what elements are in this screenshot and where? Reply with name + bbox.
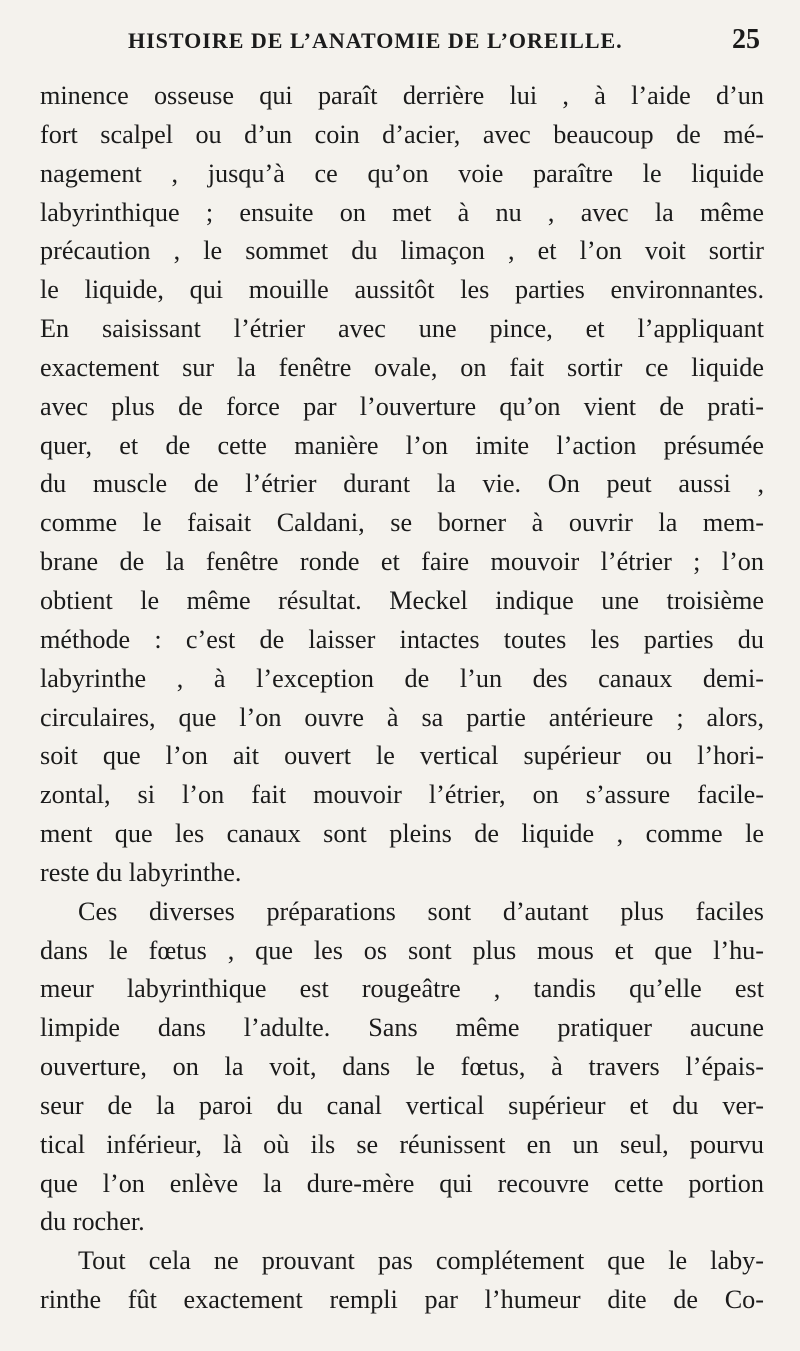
text-line: précaution , le sommet du limaçon , et l’on voit sortir [40, 236, 764, 266]
text-line: brane de la fenêtre ronde et faire mouvoir l’étrier ; l’on [40, 547, 764, 577]
text-line: ment que les canaux sont pleins de liquide , comme le [40, 819, 764, 849]
text-line: tical inférieur, là où ils se réunissent en un seul, pourvu [40, 1129, 764, 1159]
text-line: limpide dans l’adulte. Sans même pratiquer aucune [40, 1013, 764, 1043]
text-line: dans le fœtus , que les os sont plus mous et que l’hu- [40, 935, 764, 965]
text-line: reste du labyrinthe. [40, 857, 242, 887]
text-line: soit que l’on ait ouvert le vertical supérieur ou l’hori- [40, 741, 764, 771]
text-line: labyrinthique ; ensuite on met à nu , avec la même [40, 197, 764, 227]
text-line: avec plus de force par l’ouverture qu’on vient de prati- [40, 391, 764, 421]
running-title: HISTOIRE DE L’ANATOMIE DE L’OREILLE. [128, 28, 623, 53]
text-line: seur de la paroi du canal vertical supérieur et du ver- [40, 1090, 764, 1120]
text-line: obtient le même résultat. Meckel indique une troisième [40, 585, 764, 615]
text-line: le liquide, qui mouille aussitôt les parties environnantes. [40, 275, 764, 305]
text-line: du rocher. [40, 1207, 145, 1237]
text-line: circulaires, que l’on ouvre à sa partie antérieure ; alors, [40, 702, 764, 732]
text-line: ouverture, on la voit, dans le fœtus, à travers l’épais- [40, 1052, 764, 1082]
text-line: exactement sur la fenêtre ovale, on fait sortir ce liquide [40, 352, 764, 382]
text-line: En saisissant l’étrier avec une pince, et l’appliquant [40, 314, 764, 344]
text-line: du muscle de l’étrier durant la vie. On peut aussi , [40, 469, 764, 499]
paragraph-start-line: Ces diverses préparations sont d’autant plus faciles [78, 896, 764, 926]
text-line: quer, et de cette manière l’on imite l’action présumée [40, 430, 764, 460]
paragraph-start-line: Tout cela ne prouvant pas complétement que le laby- [78, 1246, 764, 1276]
page-number: 25 [732, 24, 760, 55]
text-line: fort scalpel ou d’un coin d’acier, avec beaucoup de mé- [40, 119, 764, 149]
body-text [40, 77, 764, 1320]
text-line: méthode : c’est de laisser intactes toutes les parties du [40, 624, 764, 654]
text-line: que l’on enlève la dure-mère qui recouvre cette portion [40, 1168, 764, 1198]
running-header [0, 24, 800, 64]
text-line: nagement , jusqu’à ce qu’on voie paraître le liquide [40, 158, 764, 188]
text-line: zontal, si l’on fait mouvoir l’étrier, on s’assure facile- [40, 780, 764, 810]
text-line: comme le faisait Caldani, se borner à ouvrir la mem- [40, 508, 764, 538]
text-line: rinthe fût exactement rempli par l’humeur dite de Co- [40, 1285, 764, 1315]
text-line: minence osseuse qui paraît derrière lui , à l’aide d’un [40, 81, 764, 110]
text-line: labyrinthe , à l’exception de l’un des canaux demi- [40, 663, 764, 693]
text-line: meur labyrinthique est rougeâtre , tandis qu’elle est [40, 974, 764, 1004]
